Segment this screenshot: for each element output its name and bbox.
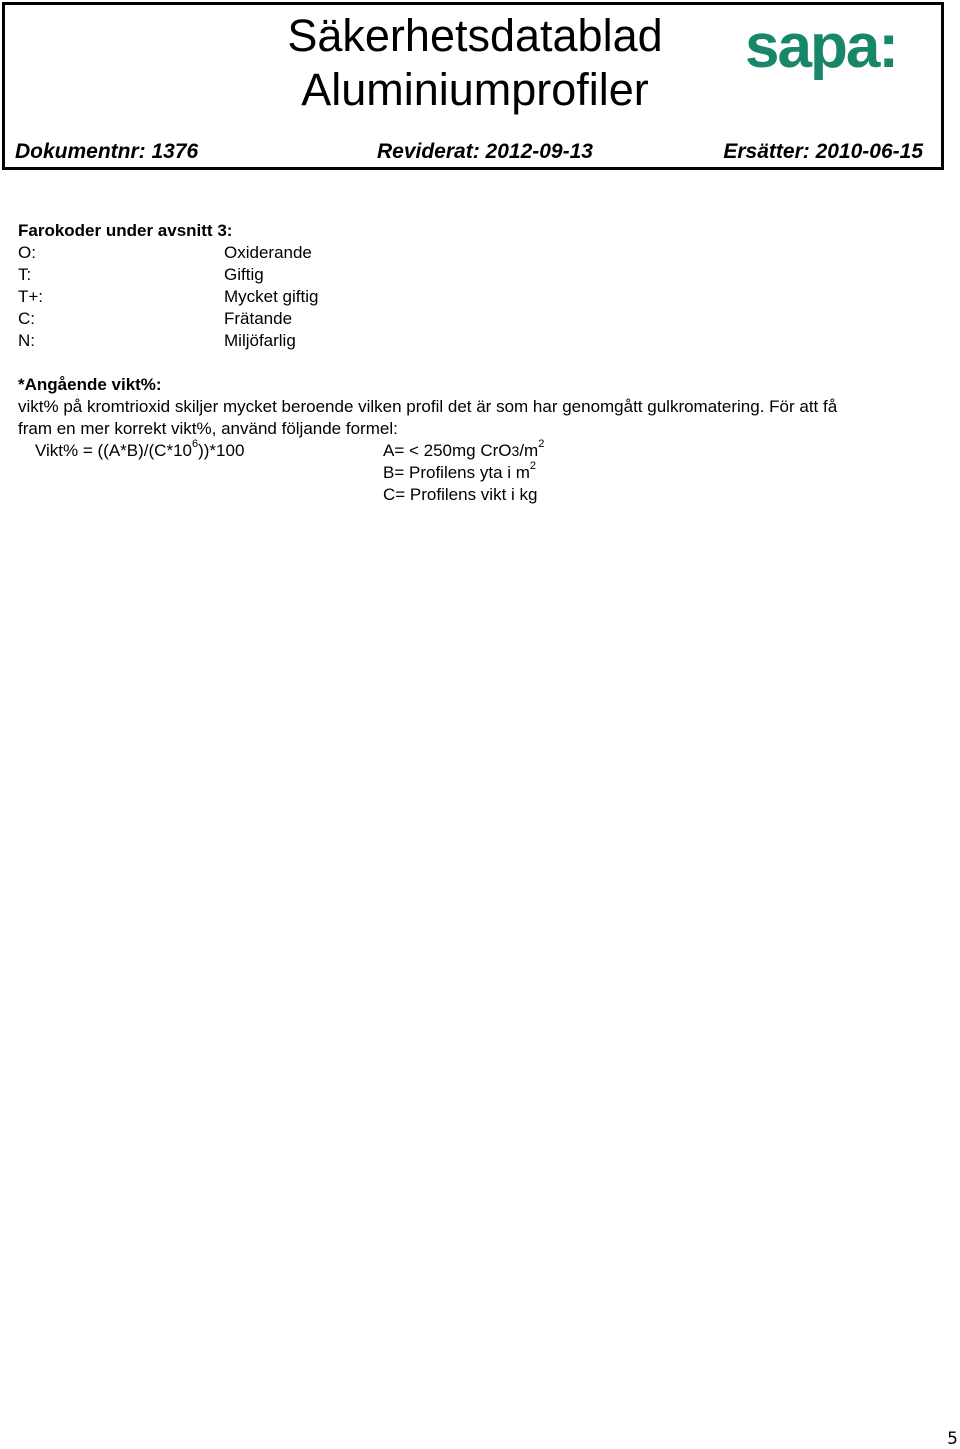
hazard-code-row <box>18 308 943 330</box>
definition-a: A= < 250mg $CrO3/m^2$ <box>383 438 545 460</box>
document-subtitle: Aluminiumprofiler <box>301 64 649 115</box>
hazard-code: N: <box>18 331 35 350</box>
hazard-code: T+: <box>18 287 44 306</box>
weight-note-heading: *Angående vikt%: <box>18 375 162 394</box>
weight-note-text-line1: vikt% på kromtrioxid skiljer mycket beroende vilken profil det är som har genomgått gulkromatering. För att få <box>18 397 838 416</box>
sapa-logo <box>745 17 925 81</box>
definition-c: C= Profilens vikt i kg <box>383 485 538 504</box>
hazard-label: Giftig <box>224 265 264 284</box>
document-number: Dokumentnr: 1376 <box>15 140 199 163</box>
document-body <box>18 220 943 506</box>
hazard-label: Mycket giftig <box>224 287 319 306</box>
hazard-code-row <box>18 264 943 286</box>
document-title: Säkerhetsdatablad <box>287 10 663 61</box>
hazard-code: C: <box>18 309 35 328</box>
hazard-label: Oxiderande <box>224 243 312 262</box>
hazard-codes-heading: Farokoder under avsnitt 3: <box>18 221 233 240</box>
weight-note-text-line2: fram en mer korrekt vikt%, använd följande formel: <box>18 419 398 438</box>
revision-date: Reviderat: 2012-09-13 <box>377 140 593 163</box>
definition-b: B= Profilens yta i $m^2$ <box>383 460 537 482</box>
hazard-code-list <box>18 242 943 352</box>
formula-expression: Vikt% = $((A*B)/(C*10^6))*100$ <box>35 438 245 460</box>
page-number: 5 <box>947 1429 958 1449</box>
hazard-label: Frätande <box>224 309 293 328</box>
hazard-code-row <box>18 330 943 352</box>
replaces-date: Ersätter: 2010-06-15 <box>723 140 923 163</box>
document-header <box>2 2 944 170</box>
hazard-label: Miljöfarlig <box>224 331 296 350</box>
hazard-code-row <box>18 242 943 264</box>
logo-text: sapa: <box>745 17 897 81</box>
weight-formula <box>18 440 943 506</box>
hazard-code: O: <box>18 243 36 262</box>
hazard-code-row <box>18 286 943 308</box>
hazard-code: T: <box>18 265 32 284</box>
formula-definitions <box>383 440 544 506</box>
